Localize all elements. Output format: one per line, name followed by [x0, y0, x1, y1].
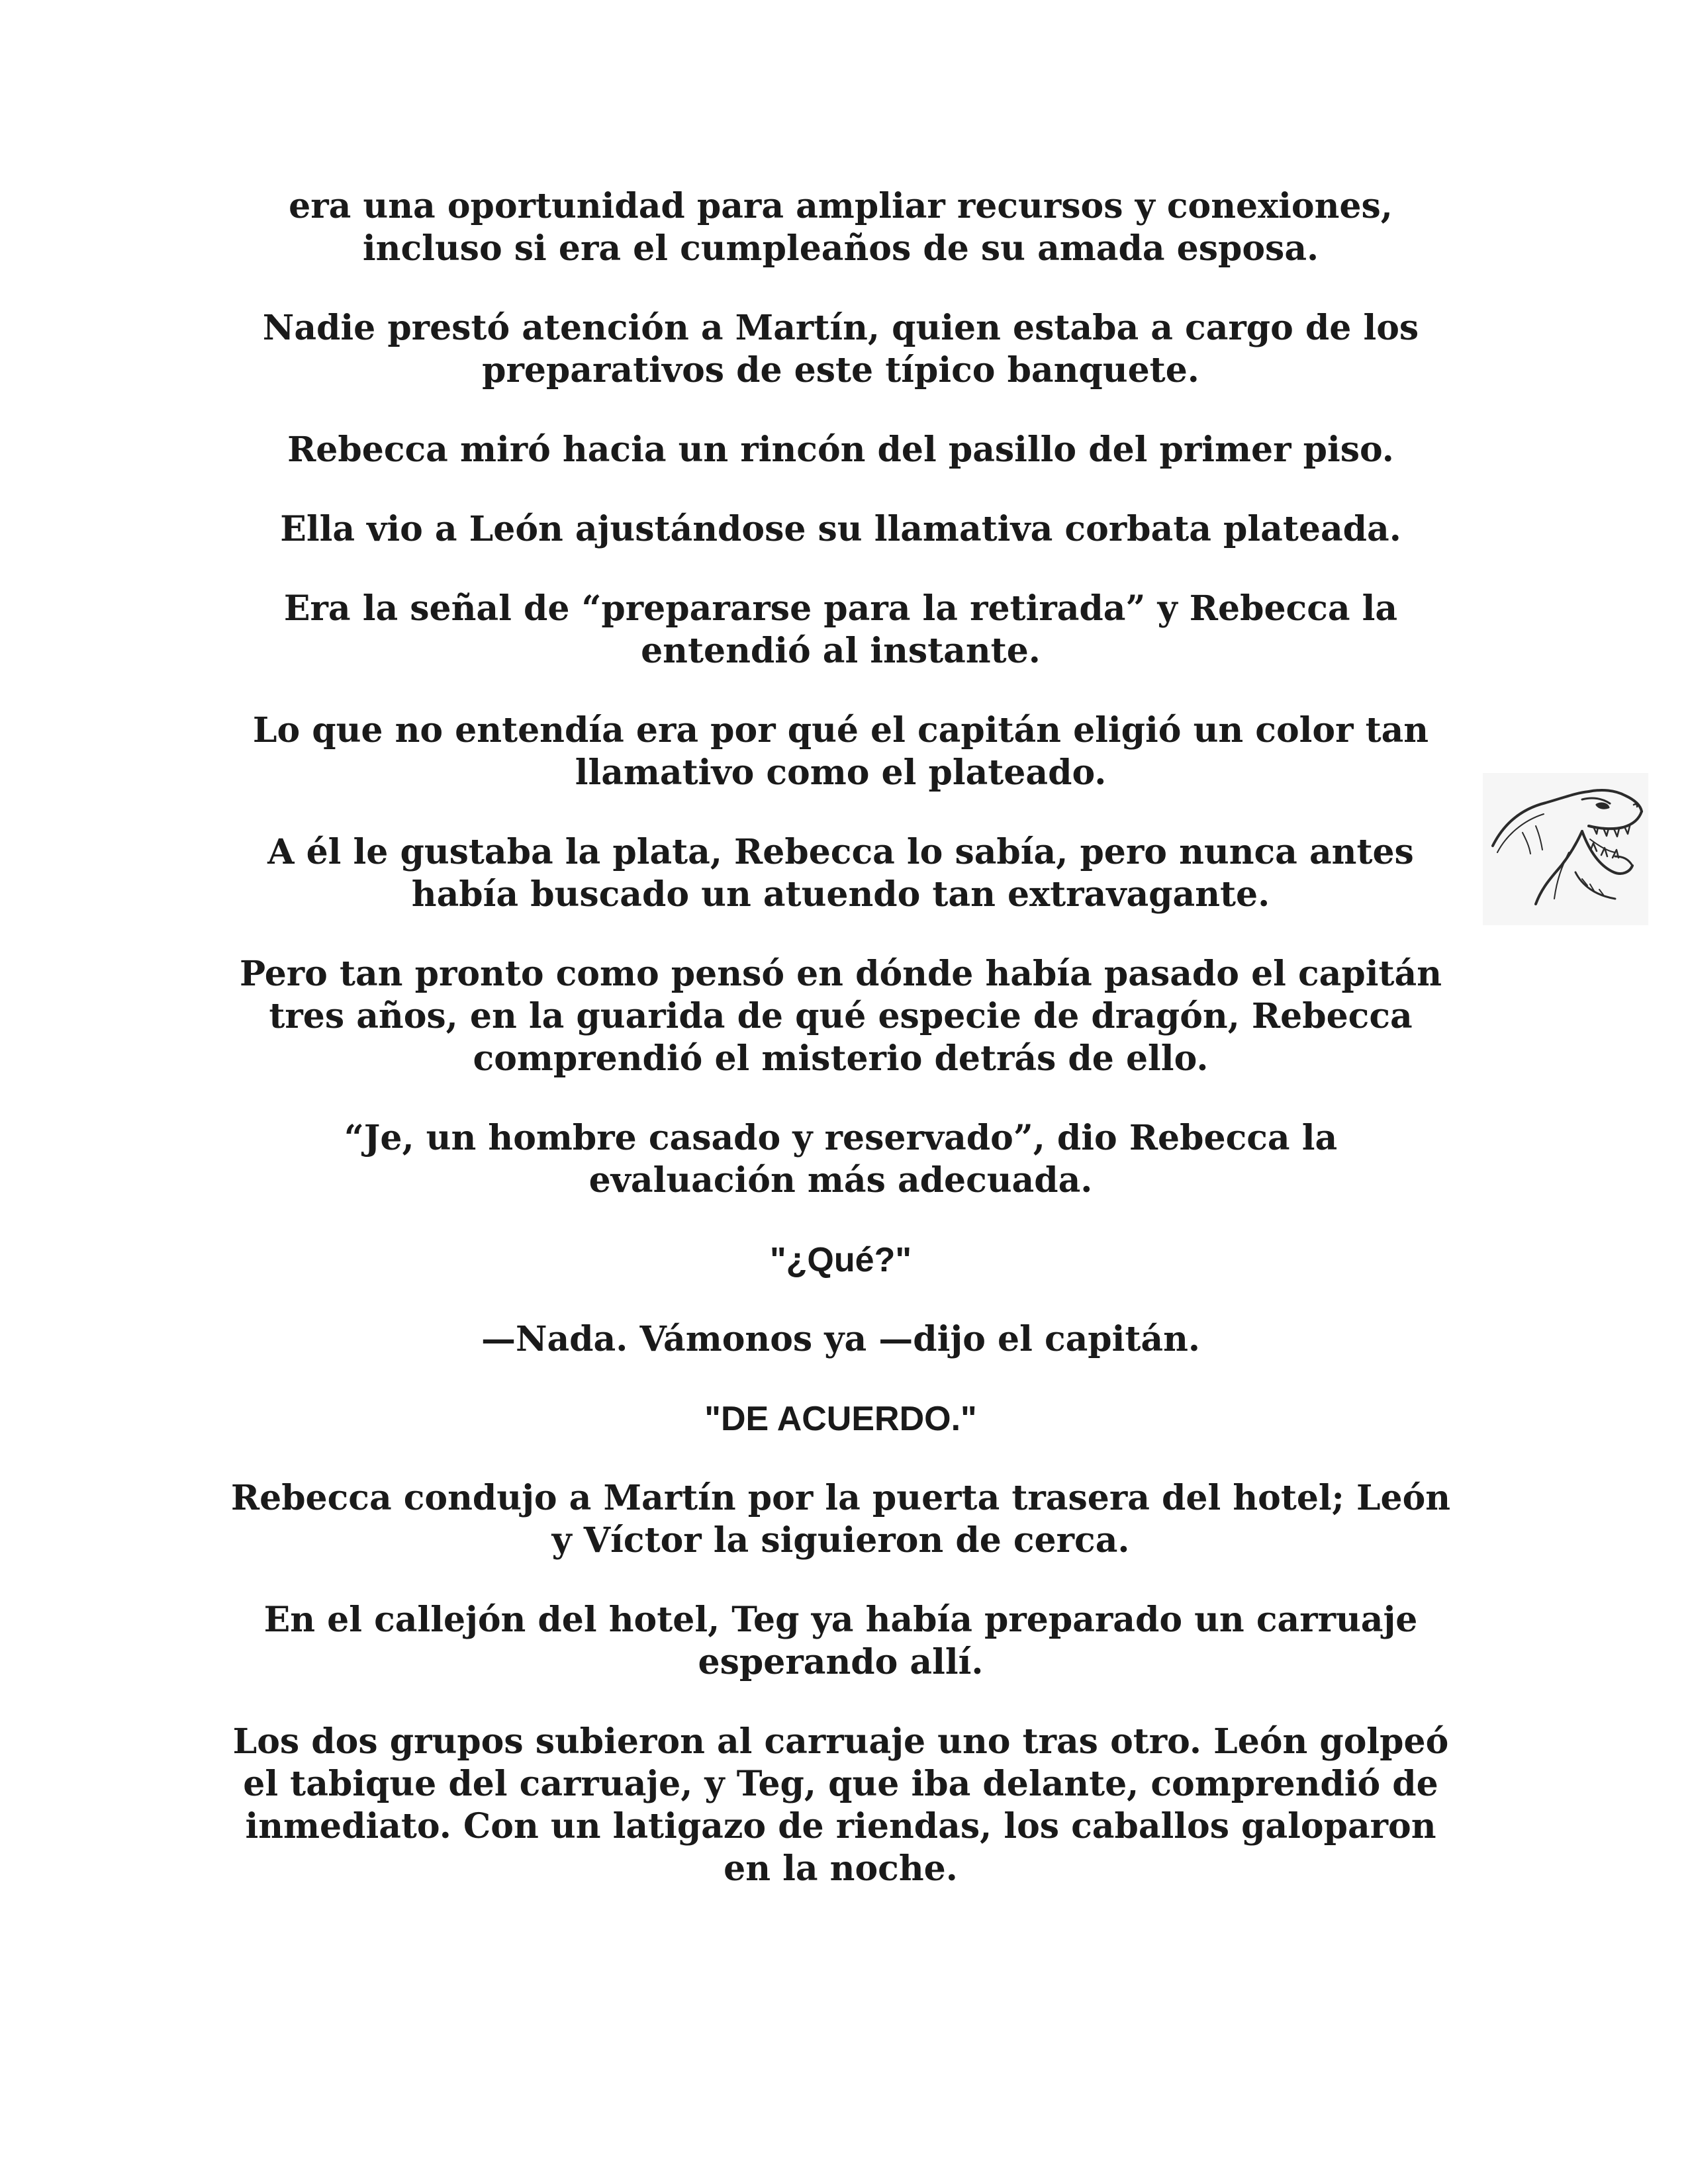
paragraph-7: A él le gustaba la plata, Rebecca lo sabía, pero nunca antes había buscado un atuendo tan extravagante. [267, 832, 1414, 915]
dragon-sketch-icon [1483, 773, 1648, 925]
paragraph-1: era una oportunidad para ampliar recursos y conexiones, incluso si era el cumpleaños de su amada esposa. [289, 186, 1393, 269]
paragraph-8: Pero tan pronto como pensó en dónde había pasado el capitán tres años, en la guarida de qué especie de dragón, Rebecca comprendió el misterio detrás de ello. [239, 954, 1442, 1079]
paragraph-11: —Nada. Vámonos ya —dijo el capitán. [481, 1319, 1201, 1359]
paragraph-4: Ella vio a León ajustándose su llamativa corbata plateada. [280, 509, 1401, 549]
paragraph-12: "DE ACUERDO." [704, 1400, 977, 1438]
paragraph-6: Lo que no entendía era por qué el capitán eligió un color tan llamativo como el plateado. [252, 710, 1429, 793]
paragraph-2: Nadie prestó atención a Martín, quien estaba a cargo de los preparativos de este típico banquete. [262, 308, 1419, 390]
paragraph-15: Los dos grupos subieron al carruaje uno tras otro. León golpeó el tabique del carruaje, y Teg, que iba delante, comprendió de inmediato. Con un latigazo de riendas, los caballos galoparon en la noche. [232, 1721, 1449, 1889]
paragraph-5: Era la señal de “prepararse para la retirada” y Rebecca la entendió al instante. [283, 588, 1398, 671]
paragraph-3: Rebecca miró hacia un rincón del pasillo del primer piso. [287, 430, 1394, 470]
paragraph-9: “Je, un hombre casado y reservado”, dio Rebecca la evaluación más adecuada. [344, 1118, 1338, 1201]
paragraph-10: "¿Qué?" [770, 1241, 912, 1279]
paragraph-13: Rebecca condujo a Martín por la puerta trasera del hotel; León y Víctor la siguieron de cerca. [230, 1478, 1451, 1561]
paragraph-14: En el callejón del hotel, Teg ya había preparado un carruaje esperando allí. [263, 1600, 1418, 1682]
story-text [218, 185, 1463, 1927]
